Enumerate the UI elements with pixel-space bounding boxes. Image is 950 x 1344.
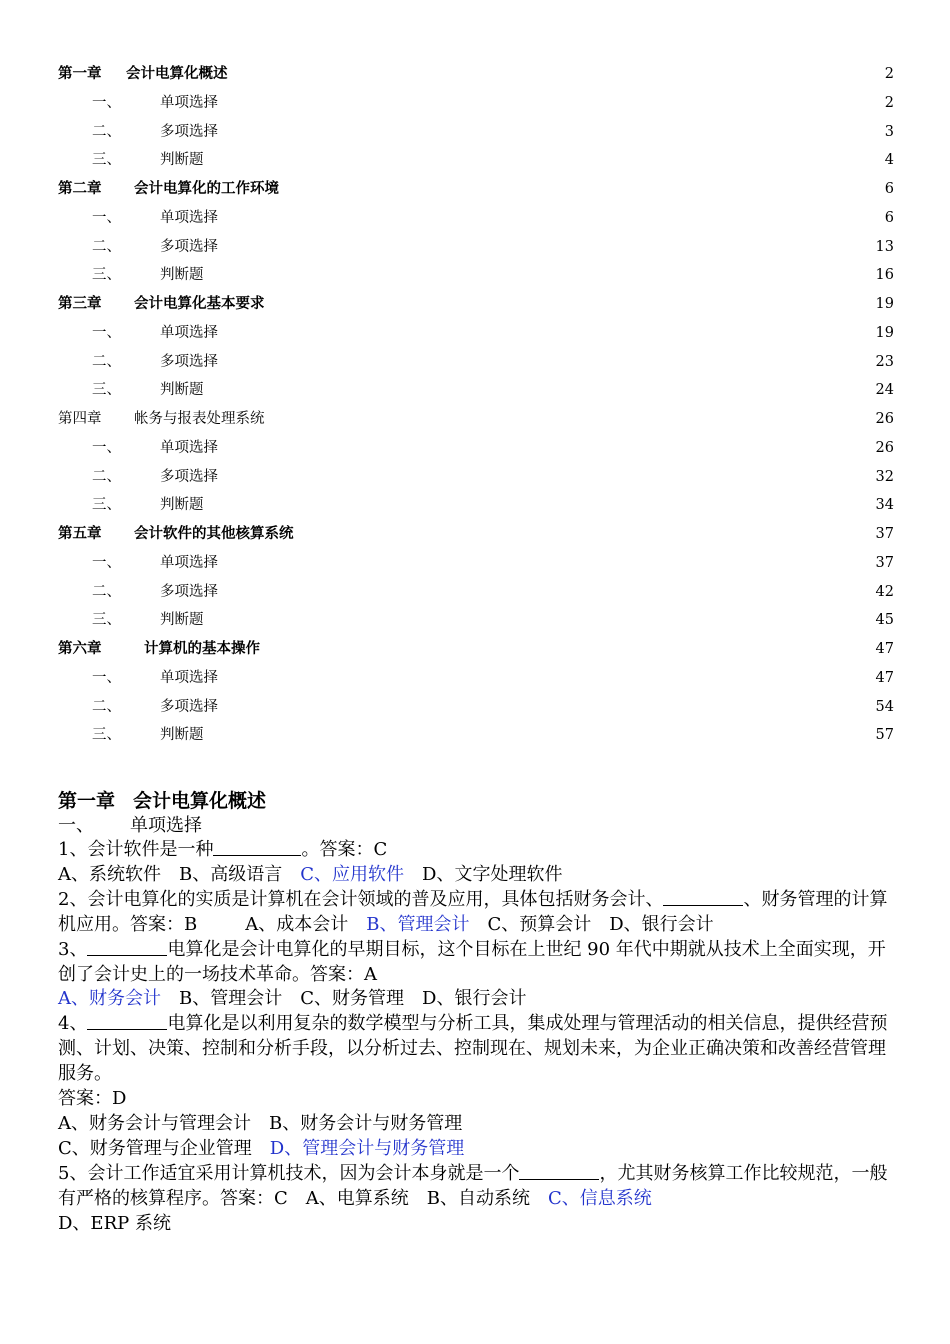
question-4-answer: 答案：D — [58, 1088, 127, 1110]
toc-section-entry[interactable] — [58, 204, 894, 233]
answer-blank — [519, 1163, 599, 1180]
toc-entry-label: 判断题 — [160, 497, 204, 514]
option-d-correct: D、管理会计与财务管理 — [269, 1137, 465, 1159]
toc-page-number: 3 — [884, 123, 894, 140]
toc-section-entry[interactable] — [58, 606, 894, 635]
toc-section-entry[interactable] — [58, 261, 894, 290]
option-b: B、自动系统 — [426, 1187, 531, 1209]
toc-entry-number: 三、 — [92, 727, 121, 744]
toc-section-entry[interactable] — [58, 348, 894, 377]
option-a-correct: A、财务会计 — [58, 988, 161, 1010]
option-c: C、财务管理与企业管理 — [58, 1137, 252, 1159]
toc-page-number: 26 — [875, 439, 894, 456]
toc-entry-number: 二、 — [92, 123, 121, 140]
toc-entry-label: 单项选择 — [160, 324, 218, 341]
toc-entry-number: 第二章 — [58, 180, 102, 197]
toc-section-entry[interactable] — [58, 664, 894, 693]
question-1-options — [58, 863, 896, 888]
section-title: 单项选择 — [130, 815, 202, 836]
toc-entry-label: 多项选择 — [160, 698, 218, 715]
option-d: D、文字处理软件 — [422, 863, 563, 885]
toc-entry-label: 多项选择 — [160, 123, 218, 140]
toc-entry-label: 单项选择 — [160, 439, 218, 456]
option-d: D、银行会计 — [422, 988, 527, 1010]
chapter-title: 会计电算化概述 — [133, 790, 267, 812]
toc-page-number: 19 — [875, 296, 894, 312]
toc-section-entry[interactable] — [58, 549, 894, 578]
toc-section-entry[interactable] — [58, 434, 894, 463]
toc-entry-label: 判断题 — [160, 382, 204, 399]
question-4 — [58, 1012, 896, 1087]
question-4-options-cd — [58, 1137, 896, 1162]
toc-page-number: 24 — [875, 382, 894, 399]
toc-chapter-entry[interactable] — [58, 635, 894, 664]
option-c: C、财务管理 — [300, 988, 405, 1010]
toc-chapter-entry[interactable] — [58, 405, 894, 434]
toc-entry-label: 会计电算化基本要求 — [134, 295, 265, 312]
toc-entry-number: 一、 — [92, 324, 121, 341]
option-d: D、ERP 系统 — [58, 1212, 171, 1234]
toc-section-entry[interactable] — [58, 319, 894, 348]
toc-entry-label: 判断题 — [160, 152, 204, 169]
toc-entry-number: 一、 — [92, 669, 121, 686]
question-stem: 5、会计工作适宜采用计算机技术，因为会计本身就是一个 — [58, 1162, 520, 1184]
toc-entry-number: 第三章 — [58, 295, 102, 312]
option-b: B、高级语言 — [179, 863, 283, 885]
toc-entry-label: 会计电算化的工作环境 — [134, 180, 279, 197]
question-stem: 4、 — [58, 1013, 88, 1035]
chapter-content — [58, 788, 896, 1237]
toc-entry-label: 判断题 — [160, 612, 204, 629]
question-stem: 2、会计电算化的实质是计算机在会计领域的普及应用，具体包括财务会计、 — [58, 888, 664, 910]
toc-page-number: 47 — [875, 669, 894, 686]
toc-entry-number: 三、 — [92, 497, 121, 514]
option-a: A、财务会计与管理会计 — [58, 1112, 251, 1134]
toc-page-number: 57 — [875, 727, 894, 744]
toc-entry-label: 计算机的基本操作 — [144, 640, 260, 657]
question-3-options — [58, 987, 896, 1012]
chapter-heading — [58, 788, 896, 814]
question-stem-end: 、财务管理的计算机应用。答案：B — [58, 888, 888, 935]
toc-entry-label: 单项选择 — [160, 94, 218, 111]
toc-section-entry[interactable] — [58, 89, 894, 118]
toc-entry-label: 单项选择 — [160, 554, 218, 571]
toc-page-number: 6 — [884, 209, 894, 226]
toc-section-entry[interactable] — [58, 118, 894, 147]
toc-page-number: 4 — [884, 152, 894, 169]
toc-page-number: 19 — [875, 324, 894, 341]
option-a: A、电算系统 — [305, 1187, 409, 1209]
chapter-number: 第一章 — [58, 790, 116, 812]
toc-entry-label: 多项选择 — [160, 583, 218, 600]
toc-entry-number: 第六章 — [58, 640, 102, 657]
toc-entry-label: 单项选择 — [160, 669, 218, 686]
toc-page-number: 32 — [875, 468, 894, 485]
toc-entry-label: 单项选择 — [160, 209, 218, 226]
table-of-contents — [58, 60, 894, 750]
question-stem: 1、会计软件是一种 — [58, 839, 214, 860]
toc-section-entry[interactable] — [58, 693, 894, 722]
toc-entry-number: 第四章 — [58, 411, 102, 427]
toc-entry-number: 三、 — [92, 267, 121, 284]
toc-page-number: 37 — [875, 554, 894, 571]
toc-page-number: 34 — [875, 497, 894, 514]
toc-entry-number: 二、 — [92, 238, 121, 255]
toc-page-number: 2 — [884, 94, 894, 111]
toc-entry-number: 第一章 — [58, 65, 102, 82]
toc-entry-number: 二、 — [92, 353, 121, 370]
toc-entry-number: 一、 — [92, 554, 121, 571]
toc-section-entry[interactable] — [58, 491, 894, 520]
question-2 — [58, 888, 896, 938]
toc-entry-label: 多项选择 — [160, 353, 218, 370]
option-c-correct: C、信息系统 — [548, 1187, 652, 1209]
toc-page-number: 42 — [875, 583, 894, 600]
toc-page-number: 16 — [875, 267, 894, 284]
question-5 — [58, 1162, 896, 1237]
toc-entry-label: 会计电算化概述 — [126, 65, 228, 82]
question-stem: 3、 — [58, 938, 88, 960]
option-c-correct: C、应用软件 — [300, 863, 405, 885]
question-answer: 。答案：C — [301, 839, 388, 860]
toc-section-entry[interactable] — [58, 233, 894, 262]
question-4-options-ab — [58, 1112, 896, 1137]
toc-entry-label: 会计软件的其他核算系统 — [134, 525, 294, 542]
toc-entry-label: 判断题 — [160, 267, 204, 284]
option-b: B、管理会计 — [179, 988, 283, 1010]
option-b-correct: B、管理会计 — [366, 913, 470, 935]
toc-chapter-entry[interactable] — [58, 520, 894, 549]
toc-entry-label: 帐务与报表处理系统 — [134, 411, 265, 427]
option-d: D、银行会计 — [609, 913, 714, 935]
question-stem-end: 电算化是会计电算化的早期目标，这个目标在上世纪 90 年代中期就从技术上全面实现，开创了会计史上的一场技术革命。答案：A — [58, 938, 886, 985]
toc-entry-number: 二、 — [92, 468, 121, 485]
toc-page-number: 47 — [875, 641, 894, 657]
question-1 — [58, 838, 896, 863]
toc-entry-number: 三、 — [92, 382, 121, 399]
question-stem-end: 电算化是以利用复杂的数学模型与分析工具，集成处理与管理活动的相关信息，提供经营预测、计划、决策、控制和分析手段，以分析过去、控制现在、规划未来，为企业正确决策和改善经营管理服务。 — [58, 1013, 888, 1085]
toc-entry-label: 判断题 — [160, 727, 204, 744]
toc-section-entry[interactable] — [58, 578, 894, 607]
answer-blank — [213, 839, 301, 856]
section-number: 一、 — [58, 815, 94, 836]
toc-entry-number: 二、 — [92, 583, 121, 600]
answer-blank — [87, 1013, 167, 1030]
toc-entry-number: 三、 — [92, 612, 121, 629]
toc-chapter-entry[interactable] — [58, 60, 894, 89]
toc-chapter-entry[interactable] — [58, 175, 894, 204]
toc-page-number: 37 — [875, 526, 894, 542]
question-3 — [58, 938, 896, 988]
toc-entry-label: 多项选择 — [160, 468, 218, 485]
question-stem-end: ，尤其财务核算工作比较规范，一般有严格的核算程序。答案：C — [58, 1162, 888, 1209]
toc-page-number: 6 — [884, 181, 894, 197]
toc-section-entry[interactable] — [58, 146, 894, 175]
toc-entry-number: 二、 — [92, 698, 121, 715]
option-b: B、财务会计与财务管理 — [269, 1112, 463, 1134]
toc-chapter-entry[interactable] — [58, 290, 894, 319]
toc-entry-number: 第五章 — [58, 525, 102, 542]
toc-entry-number: 三、 — [92, 152, 121, 169]
toc-page-number: 2 — [884, 66, 894, 82]
toc-page-number: 13 — [875, 238, 894, 255]
toc-page-number: 54 — [875, 698, 894, 715]
toc-section-entry[interactable] — [58, 721, 894, 750]
toc-entry-number: 一、 — [92, 94, 121, 111]
answer-blank — [663, 889, 743, 906]
option-a: A、系统软件 — [58, 863, 161, 885]
option-a: A、成本会计 — [245, 913, 349, 935]
answer-blank — [87, 939, 167, 956]
toc-entry-label: 多项选择 — [160, 238, 218, 255]
toc-page-number: 26 — [875, 411, 894, 427]
toc-section-entry[interactable] — [58, 463, 894, 492]
toc-section-entry[interactable] — [58, 376, 894, 405]
toc-page-number: 23 — [875, 353, 894, 370]
toc-entry-number: 一、 — [92, 209, 121, 226]
toc-page-number: 45 — [875, 612, 894, 629]
section-heading — [58, 814, 896, 838]
toc-entry-number: 一、 — [92, 439, 121, 456]
option-c: C、预算会计 — [487, 913, 592, 935]
